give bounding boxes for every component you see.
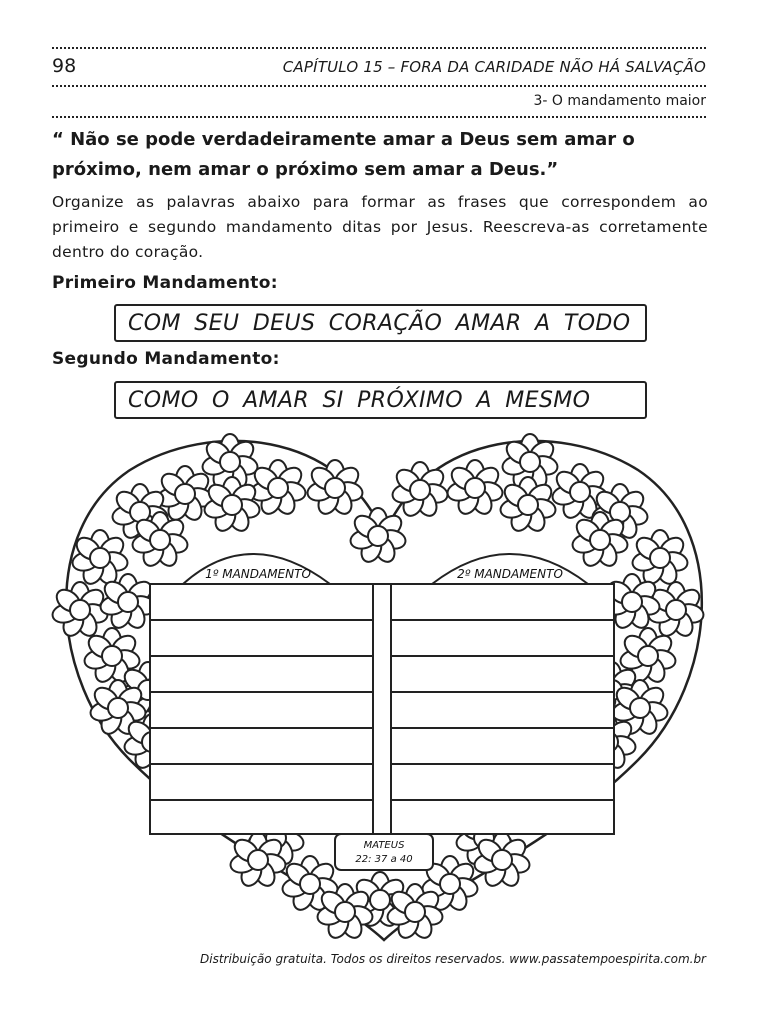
quote-text: “ Não se pode verdadeiramente amar a Deus sem amar o próximo, nem amar o próximo sem amar a Deus.”: [52, 129, 635, 180]
left-tab-label: 1º MANDAMENTO: [205, 567, 311, 581]
second-commandment-words: COMO O AMAR SI PRÓXIMO A MESMO: [128, 387, 591, 413]
writing-book: [150, 554, 614, 870]
page-number: 98: [52, 55, 77, 77]
flower-icon: [473, 832, 532, 889]
first-commandment-label: Primeiro Mandamento:: [52, 273, 278, 293]
reference-book: MATEUS: [363, 840, 405, 851]
section-title: 3- O mandamento maior: [533, 93, 706, 109]
reference-verses: 22: 37 a 40: [355, 854, 413, 865]
flower-icon: [316, 884, 375, 941]
chapter-title: CAPÍTULO 15 – FORA DA CARIDADE NÃO HÁ SALVAÇÃO: [282, 58, 706, 76]
footer-text: Distribuição gratuita. Todos os direitos reservados. www.passatempoespirita.com.br: [200, 952, 706, 966]
instructions-text: Organize as palavras abaixo para formar as frases que correspondem ao primeiro e segundo mandamento ditas por Jesus. Reescreva-as corretamente dentro do coração.: [52, 193, 708, 261]
flower-icon: [229, 832, 288, 889]
first-commandment-words: COM SEU DEUS CORAÇÃO AMAR A TODO: [128, 310, 631, 336]
second-commandment-label: Segundo Mandamento:: [52, 349, 280, 369]
right-tab-label: 2º MANDAMENTO: [457, 567, 563, 581]
